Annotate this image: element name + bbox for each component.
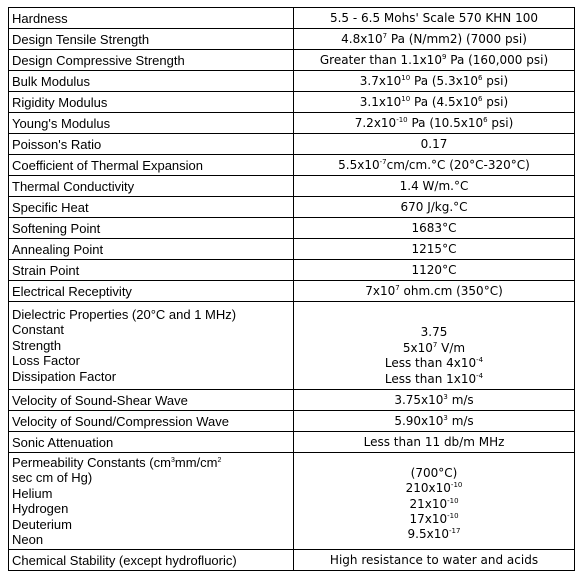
- text-segment: 1120°C: [411, 262, 457, 277]
- table-row: [9, 302, 575, 390]
- cell-line: [297, 310, 571, 325]
- property-name-cell: Design Compressive Strength: [9, 50, 294, 71]
- cell-line: [12, 532, 290, 547]
- exponent: -17: [449, 527, 461, 536]
- property-name-cell: Thermal Conductivity: [9, 176, 294, 197]
- table-row: [9, 134, 575, 155]
- table-row: [9, 390, 575, 411]
- property-value-cell: [294, 302, 575, 390]
- text-segment: 9.5x10: [407, 527, 450, 542]
- exponent: 10: [401, 73, 411, 82]
- cell-line: [297, 372, 571, 387]
- text-segment: sec cm of Hg): [12, 470, 93, 486]
- table-row: [9, 176, 575, 197]
- table-row: [9, 281, 575, 302]
- cell-line: [12, 486, 290, 501]
- text-segment: psi): [487, 115, 514, 130]
- table-row: [9, 92, 575, 113]
- text-segment: Pa (4.5x10: [410, 94, 479, 109]
- text-segment: (700°C): [410, 465, 458, 480]
- text-segment: 5.90x10: [394, 413, 444, 428]
- table-row: [9, 197, 575, 218]
- property-name-cell: Hardness: [9, 8, 294, 29]
- exponent: 2: [217, 457, 222, 465]
- property-name-cell: Rigidity Modulus: [9, 92, 294, 113]
- text-segment: Pa (10.5x10: [407, 115, 484, 130]
- cell-line: [12, 369, 290, 384]
- exponent: 7: [432, 340, 438, 349]
- text-segment: Less than 4x10: [384, 356, 477, 371]
- table-row: [9, 29, 575, 50]
- exponent: -10: [450, 481, 463, 490]
- property-value-cell: [294, 453, 575, 550]
- exponent: -4: [476, 371, 484, 380]
- cell-line: [297, 497, 571, 512]
- property-value-cell: [294, 113, 575, 134]
- property-value-cell: [294, 218, 575, 239]
- text-segment: Helium: [12, 485, 53, 501]
- text-segment: m/s: [447, 392, 474, 407]
- text-segment: 7x10: [365, 283, 396, 298]
- property-name-cell: Annealing Point: [9, 239, 294, 260]
- exponent: 6: [478, 73, 483, 82]
- table-row: [9, 113, 575, 134]
- cell-line: [12, 322, 290, 337]
- text-segment: V/m: [437, 340, 466, 355]
- property-name-cell: Bulk Modulus: [9, 71, 294, 92]
- property-value-cell: [294, 50, 575, 71]
- text-segment: 5x10: [402, 340, 433, 355]
- text-segment: Less than 11 db/m MHz: [363, 434, 505, 449]
- text-segment: mm/cm: [174, 455, 218, 471]
- cell-line: [12, 307, 290, 322]
- cell-line: [297, 481, 571, 496]
- properties-table-body: [9, 8, 575, 571]
- cell-line: [12, 501, 290, 516]
- property-name-cell: Poisson's Ratio: [9, 134, 294, 155]
- text-segment: 0.17: [420, 136, 448, 151]
- text-segment: Constant: [12, 322, 65, 338]
- text-segment: 3.7x10: [359, 73, 402, 88]
- exponent: 9: [441, 52, 447, 61]
- text-segment: Neon: [12, 532, 44, 548]
- exponent: 3: [170, 457, 175, 465]
- exponent: 6: [478, 94, 483, 103]
- cell-line: [12, 353, 290, 368]
- property-value-cell: [294, 8, 575, 29]
- property-value-cell: [294, 176, 575, 197]
- cell-line: [12, 338, 290, 353]
- property-name-cell: [9, 302, 294, 390]
- property-name-cell: Specific Heat: [9, 197, 294, 218]
- text-segment: cm/cm.°C (20°C-320°C): [386, 157, 530, 172]
- text-segment: Dissipation Factor: [12, 368, 117, 384]
- property-value-cell: [294, 197, 575, 218]
- property-name-cell: Softening Point: [9, 218, 294, 239]
- property-value-cell: [294, 134, 575, 155]
- property-value-cell: [294, 550, 575, 571]
- property-name-cell: [9, 453, 294, 550]
- cell-line: [297, 341, 571, 356]
- text-segment: 7.2x10: [354, 115, 397, 130]
- exponent: 10: [401, 94, 411, 103]
- exponent: -10: [447, 511, 459, 520]
- exponent: -7: [379, 157, 387, 166]
- text-segment: Less than 1x10: [384, 371, 477, 386]
- table-row: [9, 155, 575, 176]
- exponent: -10: [447, 496, 459, 505]
- text-segment: 3.75: [420, 325, 448, 340]
- text-segment: 4.8x10: [341, 31, 383, 46]
- glass-properties-table: [8, 7, 575, 571]
- exponent: -4: [476, 356, 484, 365]
- text-segment: Loss Factor: [12, 353, 80, 369]
- text-segment: 1215°C: [411, 241, 457, 256]
- text-segment: Dielectric Properties (20°C and 1 MHz): [12, 307, 237, 322]
- text-segment: 3.75x10: [394, 392, 444, 407]
- text-segment: Pa (N/mm2) (7000 psi): [387, 31, 527, 46]
- text-segment: Strength: [12, 337, 62, 353]
- property-name-cell: Chemical Stability (except hydrofluoric): [9, 550, 294, 571]
- cell-line: [12, 455, 290, 470]
- exponent: -10: [396, 115, 408, 124]
- property-name-cell: Sonic Attenuation: [9, 432, 294, 453]
- text-segment: psi): [482, 94, 509, 109]
- table-row: [9, 218, 575, 239]
- property-value-cell: [294, 260, 575, 281]
- table-row: [9, 260, 575, 281]
- exponent: 6: [483, 115, 488, 124]
- text-segment: 3.1x10: [359, 94, 402, 109]
- text-segment: 1683°C: [411, 220, 457, 235]
- property-value-cell: [294, 29, 575, 50]
- table-row: [9, 453, 575, 550]
- table-row: [9, 8, 575, 29]
- text-segment: Pa (160,000 psi): [446, 52, 549, 67]
- text-segment: ohm.cm (350°C): [399, 283, 503, 298]
- text-segment: 210x10: [405, 481, 451, 496]
- cell-line: [297, 512, 571, 527]
- exponent: 7: [382, 31, 388, 40]
- table-row: [9, 50, 575, 71]
- cell-line: [297, 466, 571, 481]
- text-segment: 5.5x10: [338, 157, 380, 172]
- cell-line: [297, 527, 571, 542]
- property-value-cell: [294, 411, 575, 432]
- text-segment: 5.5 - 6.5 Mohs' Scale 570 KHN 100: [329, 10, 538, 25]
- table-row: [9, 550, 575, 571]
- cell-line: [12, 470, 290, 485]
- text-segment: Pa (5.3x10: [410, 73, 479, 88]
- cell-line: [297, 325, 571, 340]
- text-segment: Greater than 1.1x10: [319, 52, 442, 67]
- property-name-cell: Strain Point: [9, 260, 294, 281]
- property-name-cell: Electrical Receptivity: [9, 281, 294, 302]
- property-value-cell: [294, 71, 575, 92]
- exponent: 3: [443, 413, 448, 422]
- property-name-cell: Velocity of Sound-Shear Wave: [9, 390, 294, 411]
- text-segment: 17x10: [409, 511, 448, 526]
- property-value-cell: [294, 432, 575, 453]
- text-segment: High resistance to water and acids: [329, 552, 539, 567]
- text-segment: m/s: [447, 413, 474, 428]
- table-row: [9, 411, 575, 432]
- property-name-cell: Design Tensile Strength: [9, 29, 294, 50]
- exponent: 3: [443, 392, 448, 401]
- property-value-cell: [294, 239, 575, 260]
- property-value-cell: [294, 281, 575, 302]
- table-row: [9, 239, 575, 260]
- cell-line: [297, 356, 571, 371]
- table-row: [9, 71, 575, 92]
- glass-properties-table-container: [8, 7, 575, 571]
- cell-line: [12, 517, 290, 532]
- property-name-cell: Velocity of Sound/Compression Wave: [9, 411, 294, 432]
- text-segment: 1.4 W/m.°C: [399, 178, 469, 193]
- text-segment: Permeability Constants (cm: [12, 455, 171, 471]
- text-segment: psi): [482, 73, 509, 88]
- property-name-cell: Young's Modulus: [9, 113, 294, 134]
- exponent: 7: [395, 283, 400, 292]
- table-row: [9, 432, 575, 453]
- property-value-cell: [294, 92, 575, 113]
- text-segment: Hydrogen: [12, 501, 69, 517]
- property-value-cell: [294, 155, 575, 176]
- property-name-cell: Coefficient of Thermal Expansion: [9, 155, 294, 176]
- text-segment: 670 J/kg.°C: [400, 199, 468, 214]
- text-segment: Deuterium: [12, 516, 72, 532]
- text-segment: 21x10: [409, 496, 448, 511]
- property-value-cell: [294, 390, 575, 411]
